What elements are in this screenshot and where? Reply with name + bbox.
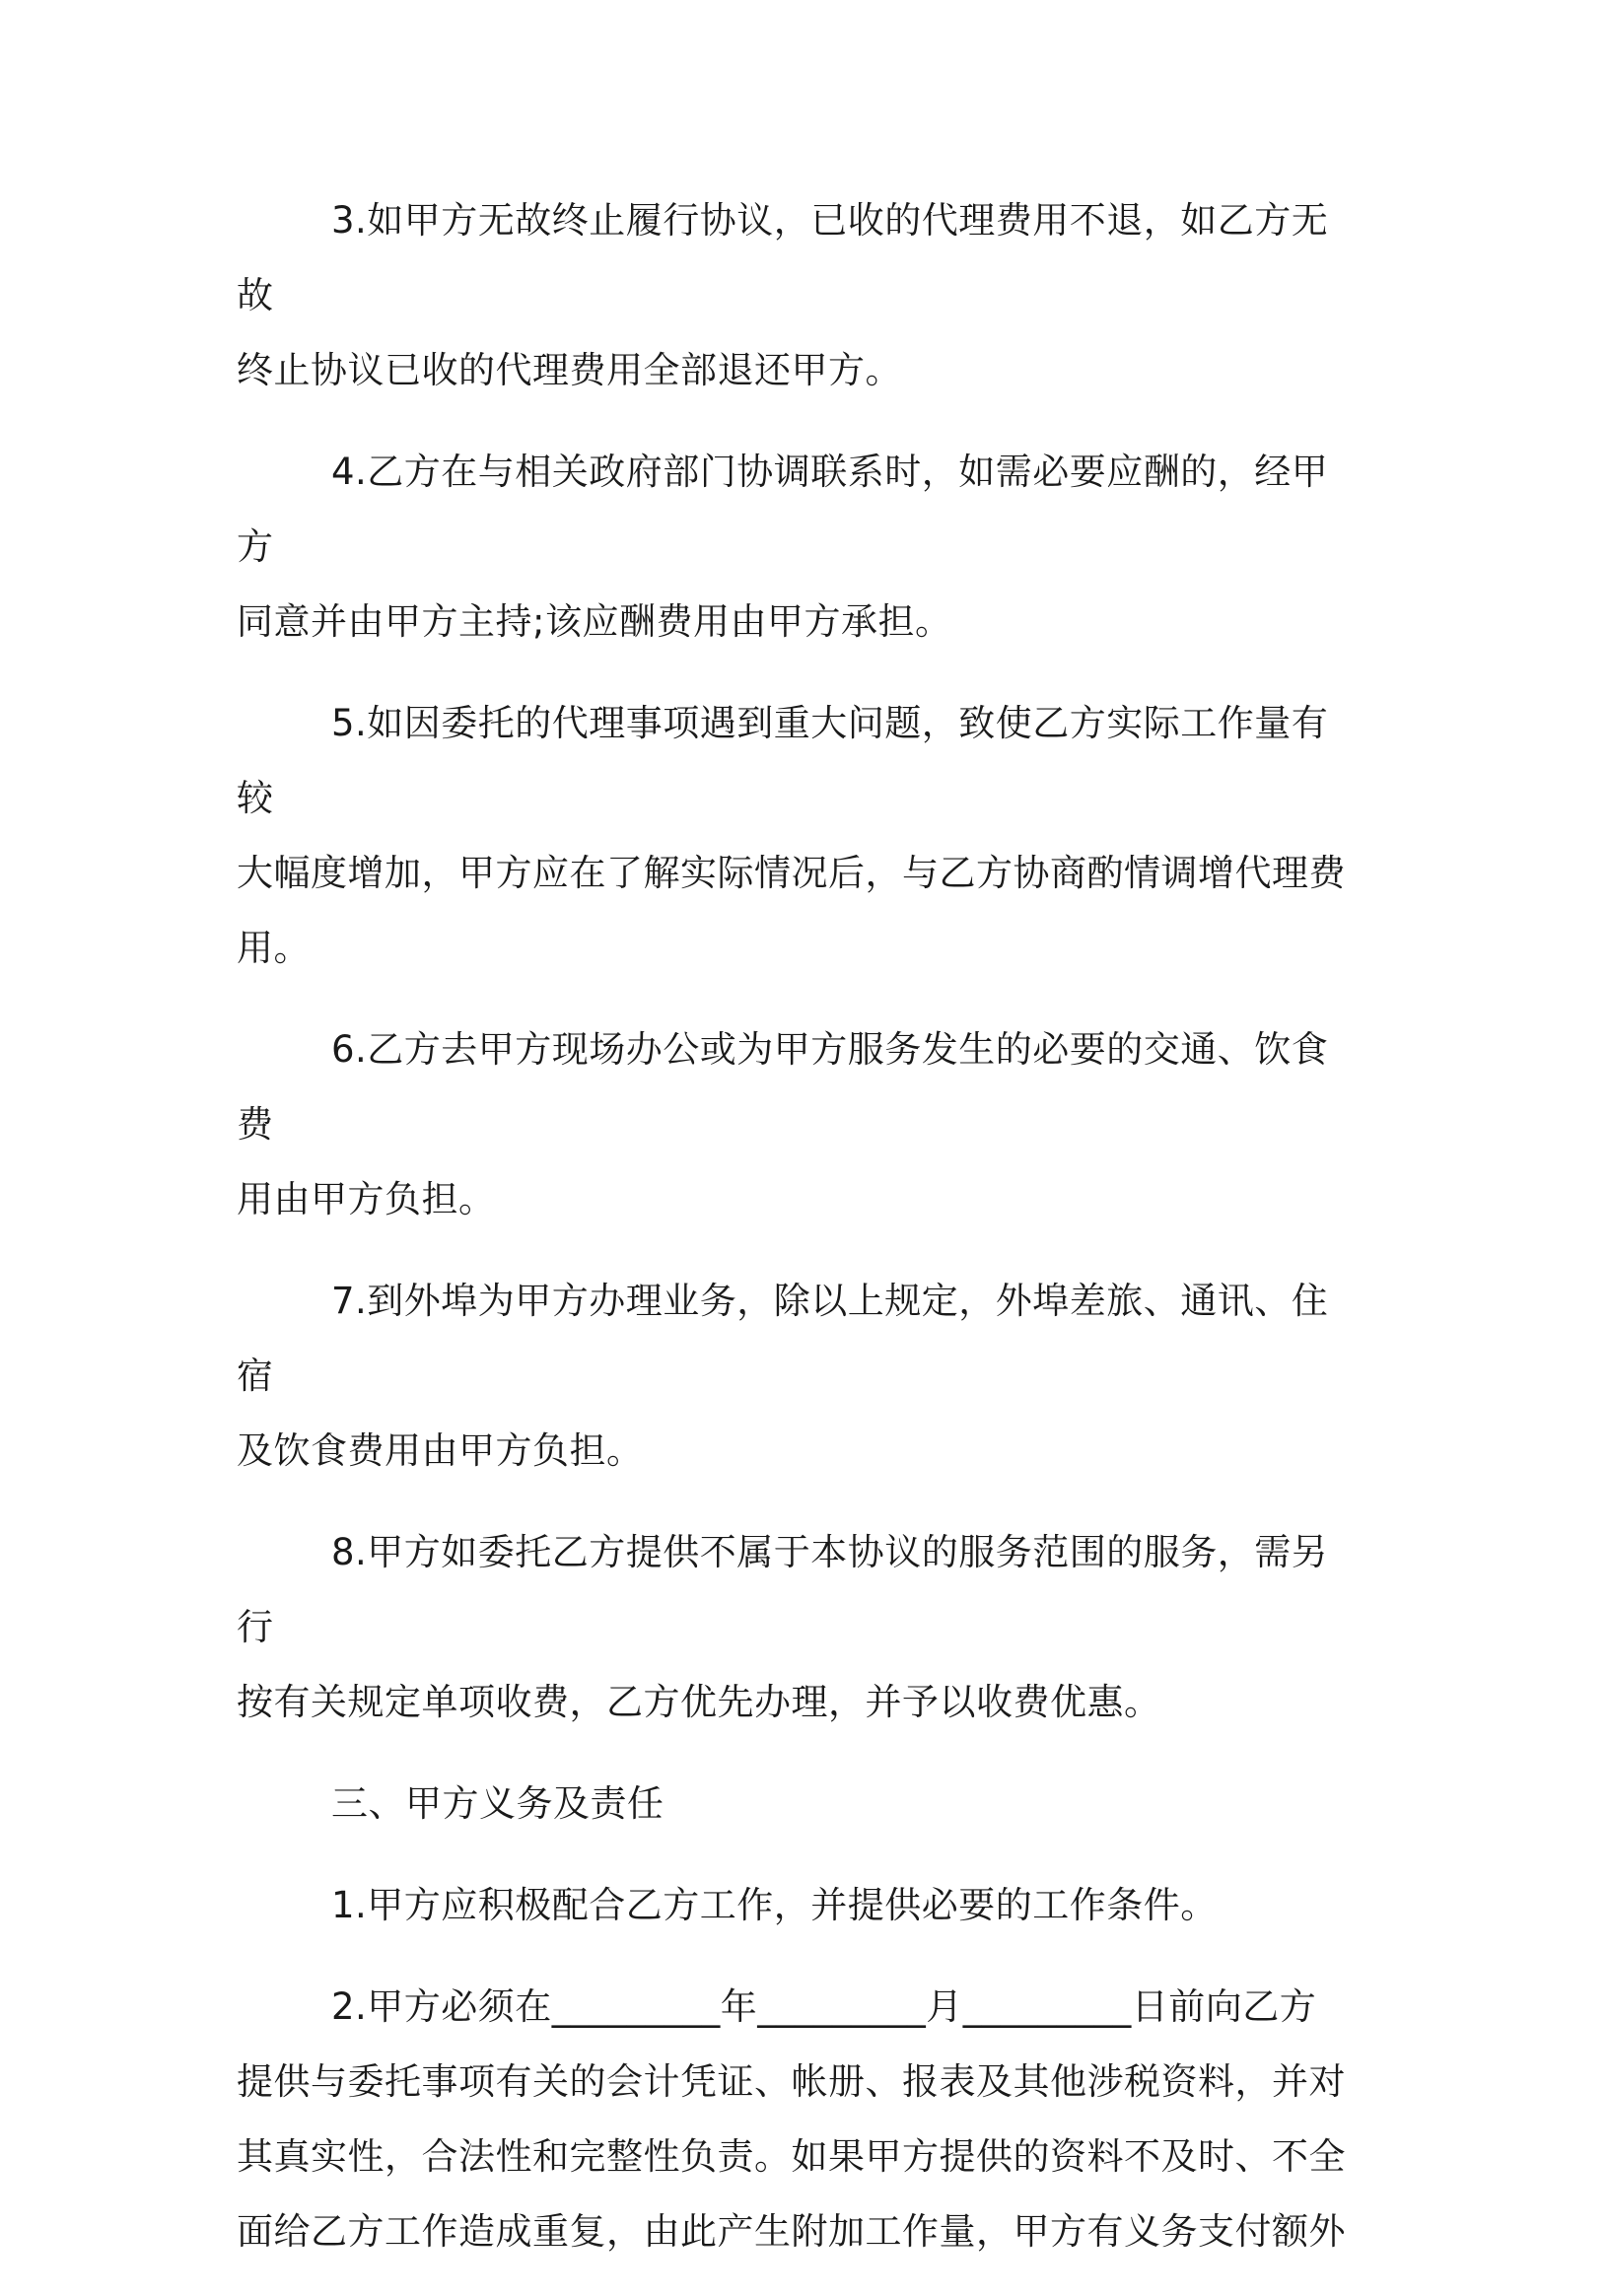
text-line: 5.如因委托的代理事项遇到重大问题，致使乙方实际工作量有较: [237, 702, 1329, 819]
text-line: 大幅度增加，甲方应在了解实际情况后，与乙方协商酌情调增代理费: [237, 852, 1346, 894]
text-line: 按有关规定单项收费，乙方优先办理，并予以收费优惠。: [237, 1681, 1161, 1723]
clause-paragraph: [237, 1515, 1351, 1740]
text-line: 用。: [237, 927, 311, 969]
clause-paragraph: [237, 435, 1351, 660]
heading-text: 三、甲方义务及责任: [331, 1782, 665, 1825]
text-line: 8.甲方如委托乙方提供不属于本协议的服务范围的服务，需另行: [237, 1531, 1329, 1648]
clause-paragraph: [237, 1264, 1351, 1489]
text-line: 2.甲方必须在_________年_________月_________日前向乙方: [331, 1985, 1317, 2028]
document-body: [237, 183, 1351, 2296]
text-line: 提供与委托事项有关的会计凭证、帐册、报表及其他涉税资料，并对: [237, 2060, 1346, 2103]
text-line: 终止协议已收的代理费用全部退还甲方。: [237, 349, 902, 391]
text-line: 面给乙方工作造成重复，由此产生附加工作量，甲方有义务支付额外: [237, 2210, 1346, 2253]
section-heading: [237, 1767, 1351, 1842]
text-line: 6.乙方去甲方现场办公或为甲方服务发生的必要的交通、饮食费: [237, 1028, 1329, 1146]
clause-paragraph: [237, 183, 1351, 408]
text-line: 及饮食费用由甲方负担。: [237, 1429, 644, 1472]
clause-paragraph: [237, 1970, 1351, 2269]
clause-paragraph: [237, 1012, 1351, 1237]
text-line: 7.到外埠为甲方办理业务，除以上规定，外埠差旅、通讯、住宿: [237, 1280, 1329, 1397]
text-line: 1.甲方应积极配合乙方工作，并提供必要的工作条件。: [331, 1884, 1218, 1926]
text-line: 用由甲方负担。: [237, 1178, 496, 1220]
text-line: 同意并由甲方主持;该应酬费用由甲方承担。: [237, 600, 952, 643]
clause-paragraph: [237, 686, 1351, 986]
text-line: 3.如甲方无故终止履行协议，已收的代理费用不退，如乙方无故: [237, 199, 1329, 316]
text-line: 其真实性，合法性和完整性负责。如果甲方提供的资料不及时、不全: [237, 2135, 1346, 2178]
text-line: 4.乙方在与相关政府部门协调联系时，如需必要应酬的，经甲方: [237, 451, 1329, 568]
clause-paragraph: [237, 1868, 1351, 1943]
